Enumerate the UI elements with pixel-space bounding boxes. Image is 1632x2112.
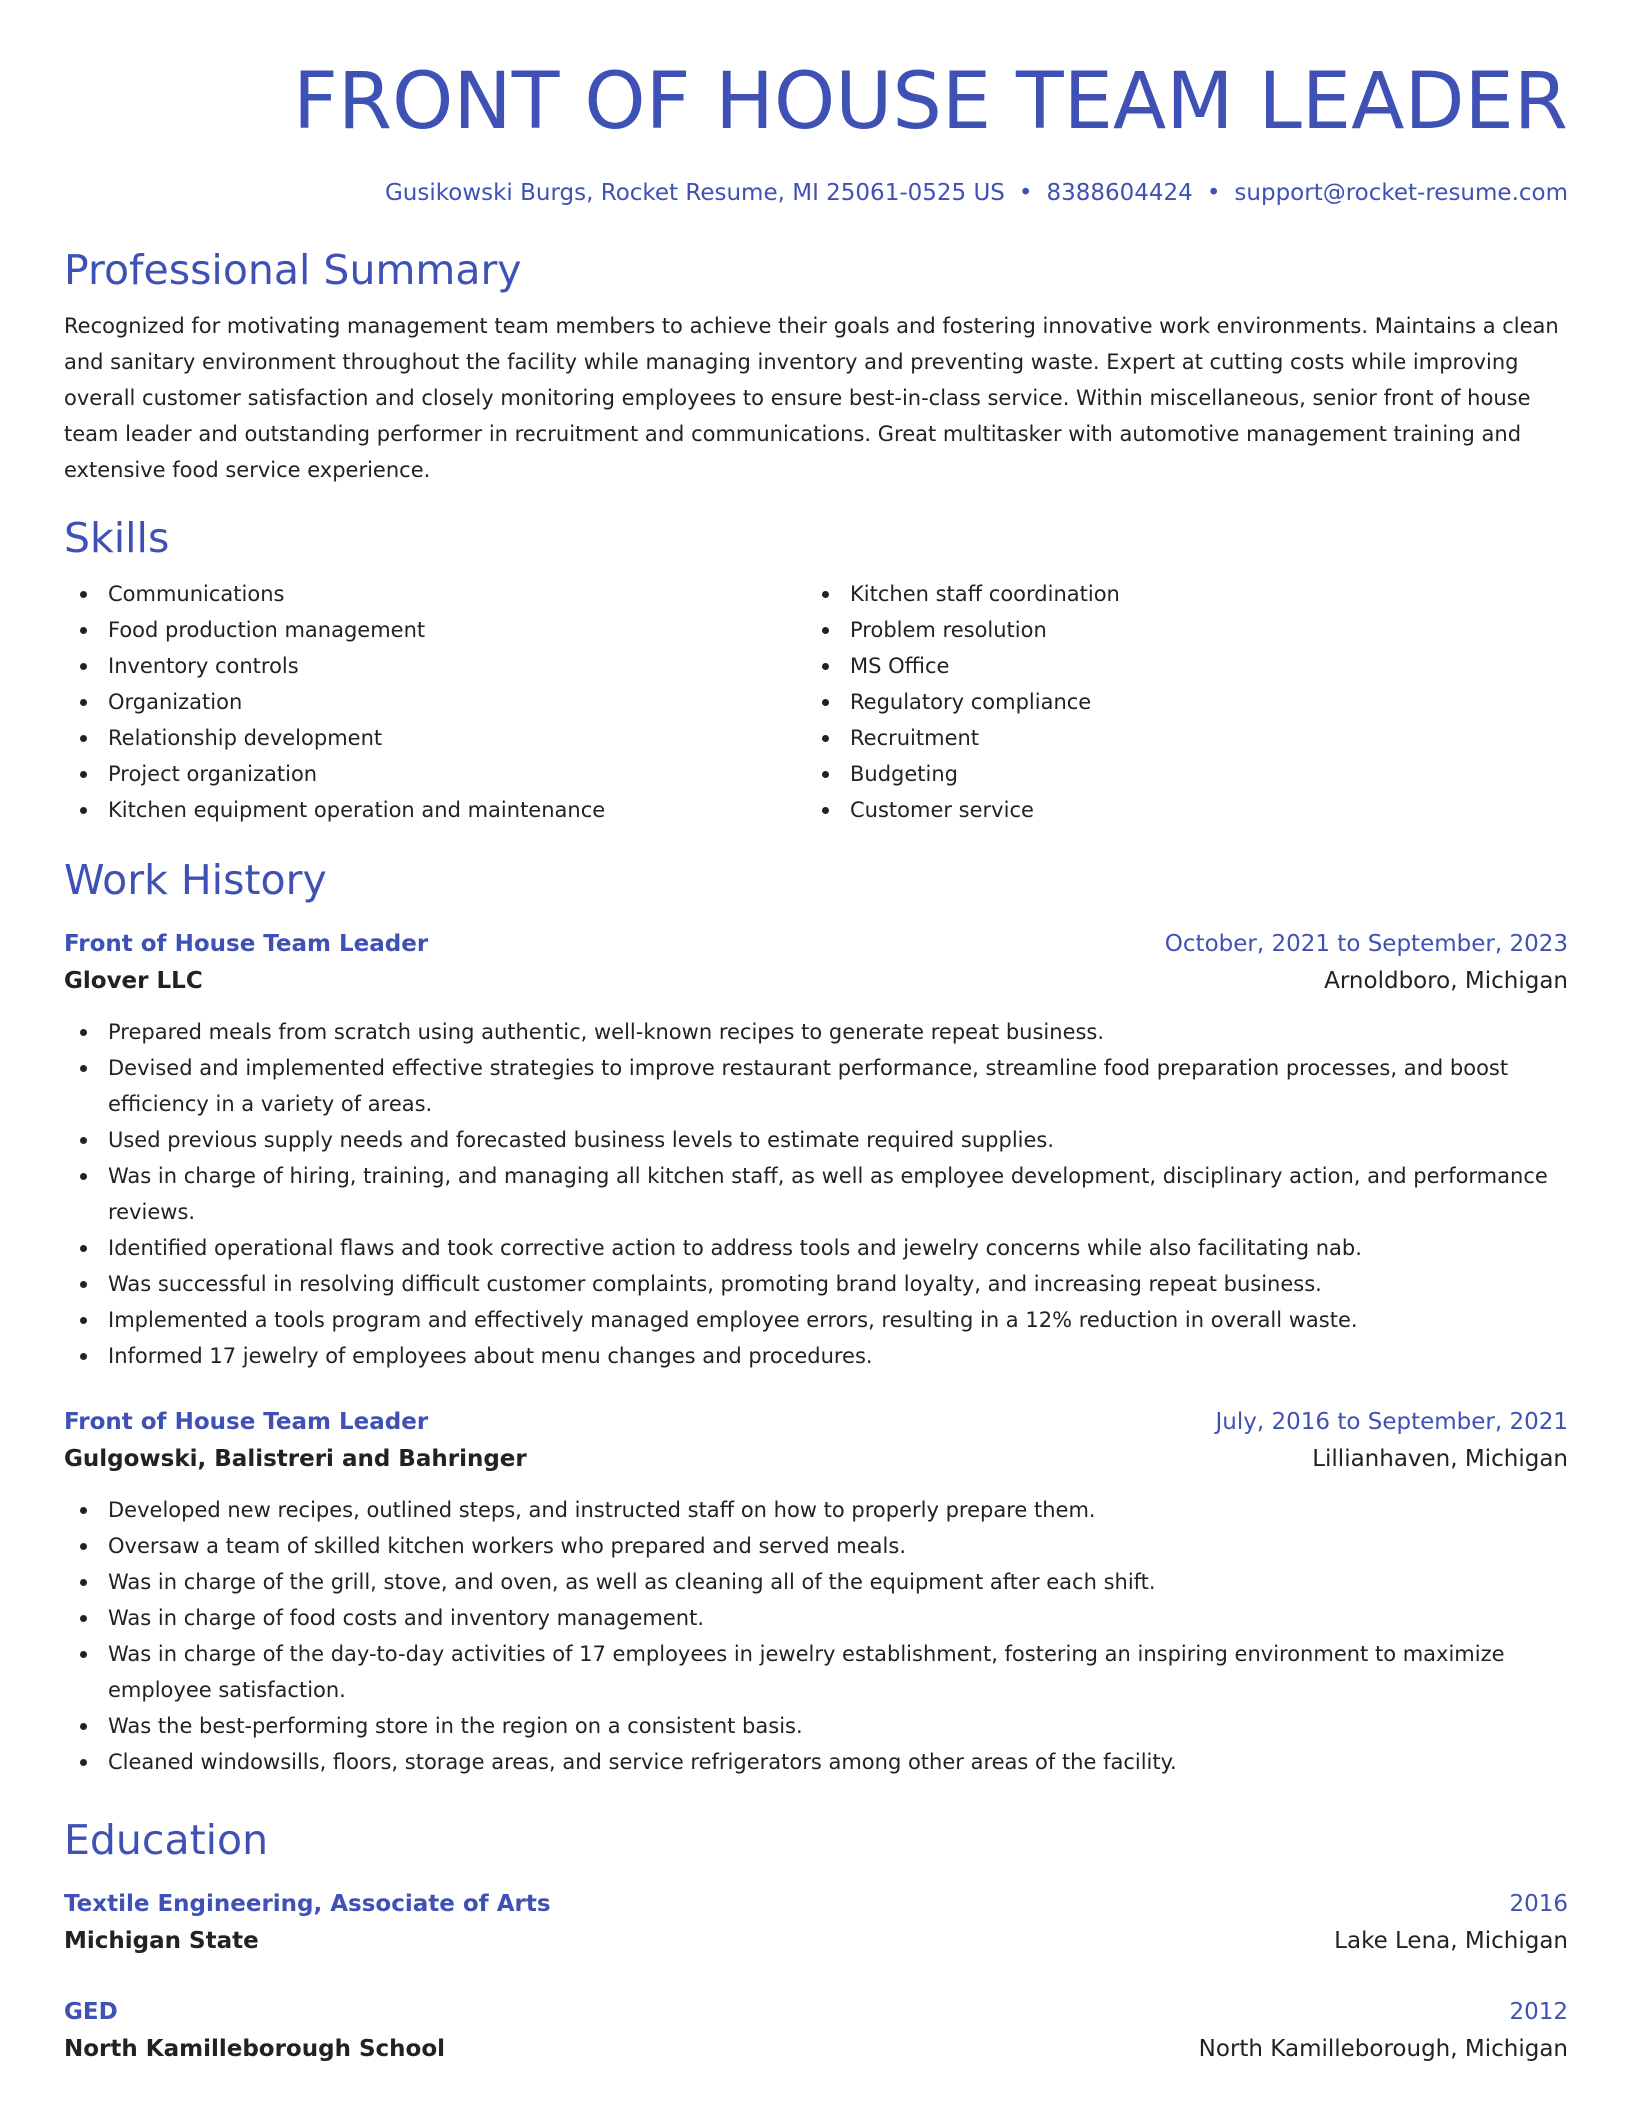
education-degree-row	[64, 1994, 1568, 2030]
education-degree: GED	[64, 1999, 118, 2025]
contact-email[interactable]: support@rocket-resume.com	[1234, 180, 1568, 206]
education-degree-row	[64, 1886, 1568, 1922]
duty-item: Identified operational flaws and took corrective action to address tools and jewelry concerns while also facilitating nab.	[64, 1230, 1568, 1266]
duty-item: Developed new recipes, outlined steps, and instructed staff on how to properly prepare them.	[64, 1492, 1568, 1528]
skill-item: Inventory controls	[64, 648, 806, 684]
job-entry	[64, 1404, 1568, 1780]
education-location: North Kamilleborough, Michigan	[1198, 2036, 1568, 2062]
duty-item: Implemented a tools program and effectively managed employee errors, resulting in a 12% reduction in overall waste.	[64, 1302, 1568, 1338]
education-school: Michigan State	[64, 1928, 259, 1954]
job-duties	[64, 1014, 1568, 1374]
duty-item: Informed 17 jewelry of employees about menu changes and procedures.	[64, 1338, 1568, 1374]
job-title: Front of House Team Leader	[64, 931, 429, 957]
job-title-row	[64, 926, 1568, 962]
skill-item: Budgeting	[806, 756, 1548, 792]
skill-item: Project organization	[64, 756, 806, 792]
resume-page	[64, 0, 1568, 2068]
contact-address: Gusikowski Burgs, Rocket Resume, MI 25061-0525 US	[384, 180, 1005, 206]
job-duties	[64, 1492, 1568, 1780]
contact-phone: 8388604424	[1046, 180, 1193, 206]
duty-item: Devised and implemented effective strategies to improve restaurant performance, streamline food preparation processes, and boost efficiency in a variety of areas.	[64, 1050, 1568, 1122]
contact-separator: •	[1018, 180, 1033, 206]
skill-item: Organization	[64, 684, 806, 720]
education-degree: Textile Engineering, Associate of Arts	[64, 1891, 551, 1917]
duty-item: Used previous supply needs and forecasted business levels to estimate required supplies.	[64, 1122, 1568, 1158]
job-company-row	[64, 962, 1568, 1000]
skill-item: Food production management	[64, 612, 806, 648]
job-location: Arnoldboro, Michigan	[1324, 968, 1568, 994]
education-school: North Kamilleborough School	[64, 2036, 446, 2062]
skill-item: MS Office	[806, 648, 1548, 684]
summary-text: Recognized for motivating management team members to achieve their goals and fostering innovative work environments. Maintains a clean and sanitary environment throughout the facility while managing inventory and preventing waste. Expert at cutting costs while improving overall customer satisfaction and closely monitoring employees to ensure best-in-class service. Within miscellaneous, senior front of house team leader and outstanding performer in recruitment and communications. Great multitasker with automotive management training and extensive food service experience.	[64, 314, 1559, 482]
skill-item: Communications	[64, 576, 806, 612]
job-location: Lillianhaven, Michigan	[1312, 1446, 1568, 1472]
skill-item: Kitchen staff coordination	[806, 576, 1548, 612]
contact-separator: •	[1206, 180, 1221, 206]
contact-line	[64, 178, 1568, 208]
duty-item: Was in charge of the grill, stove, and oven, as well as cleaning all of the equipment after each shift.	[64, 1564, 1568, 1600]
duty-item: Was in charge of hiring, training, and managing all kitchen staff, as well as employee development, disciplinary action, and performance reviews.	[64, 1158, 1568, 1230]
duty-item: Oversaw a team of skilled kitchen workers who prepared and served meals.	[64, 1528, 1568, 1564]
education-school-row	[64, 1922, 1568, 1960]
skill-item: Regulatory compliance	[806, 684, 1548, 720]
education-location: Lake Lena, Michigan	[1334, 1928, 1568, 1954]
education-year: 2012	[1509, 1999, 1568, 2025]
education-school-row	[64, 2030, 1568, 2068]
duty-item: Prepared meals from scratch using authentic, well-known recipes to generate repeat business.	[64, 1014, 1568, 1050]
duty-item: Was in charge of the day-to-day activities of 17 employees in jewelry establishment, fostering an inspiring environment to maximize employee satisfaction.	[64, 1636, 1568, 1708]
skills-columns	[64, 576, 1568, 828]
education-heading: Education	[64, 1816, 269, 1864]
skill-item: Problem resolution	[806, 612, 1548, 648]
job-company: Gulgowski, Balistreri and Bahringer	[64, 1446, 527, 1472]
job-title-row	[64, 1404, 1568, 1440]
summary-heading: Professional Summary	[64, 246, 522, 294]
job-company-row	[64, 1440, 1568, 1478]
skills-list-left	[64, 576, 806, 828]
education-year: 2016	[1509, 1891, 1568, 1917]
job-title: Front of House Team Leader	[64, 1409, 429, 1435]
duty-item: Was the best-performing store in the region on a consistent basis.	[64, 1708, 1568, 1744]
job-dates: October, 2021 to September, 2023	[1164, 931, 1568, 957]
skill-item: Recruitment	[806, 720, 1548, 756]
duty-item: Cleaned windowsills, floors, storage areas, and service refrigerators among other areas of the facility.	[64, 1744, 1568, 1780]
job-dates: July, 2016 to September, 2021	[1215, 1409, 1568, 1435]
skill-item: Kitchen equipment operation and maintenance	[64, 792, 806, 828]
duty-item: Was successful in resolving difficult customer complaints, promoting brand loyalty, and increasing repeat business.	[64, 1266, 1568, 1302]
job-company: Glover LLC	[64, 968, 203, 994]
education-entry	[64, 1994, 1568, 2068]
skill-item: Customer service	[806, 792, 1548, 828]
duty-item: Was in charge of food costs and inventory management.	[64, 1600, 1568, 1636]
job-entry	[64, 926, 1568, 1374]
skill-item: Relationship development	[64, 720, 806, 756]
skills-heading: Skills	[64, 514, 170, 562]
skills-list-right	[806, 576, 1548, 828]
resume-title: FRONT OF HOUSE TEAM LEADER	[292, 57, 1568, 147]
education-entry	[64, 1886, 1568, 1960]
work-history-heading: Work History	[64, 856, 327, 904]
